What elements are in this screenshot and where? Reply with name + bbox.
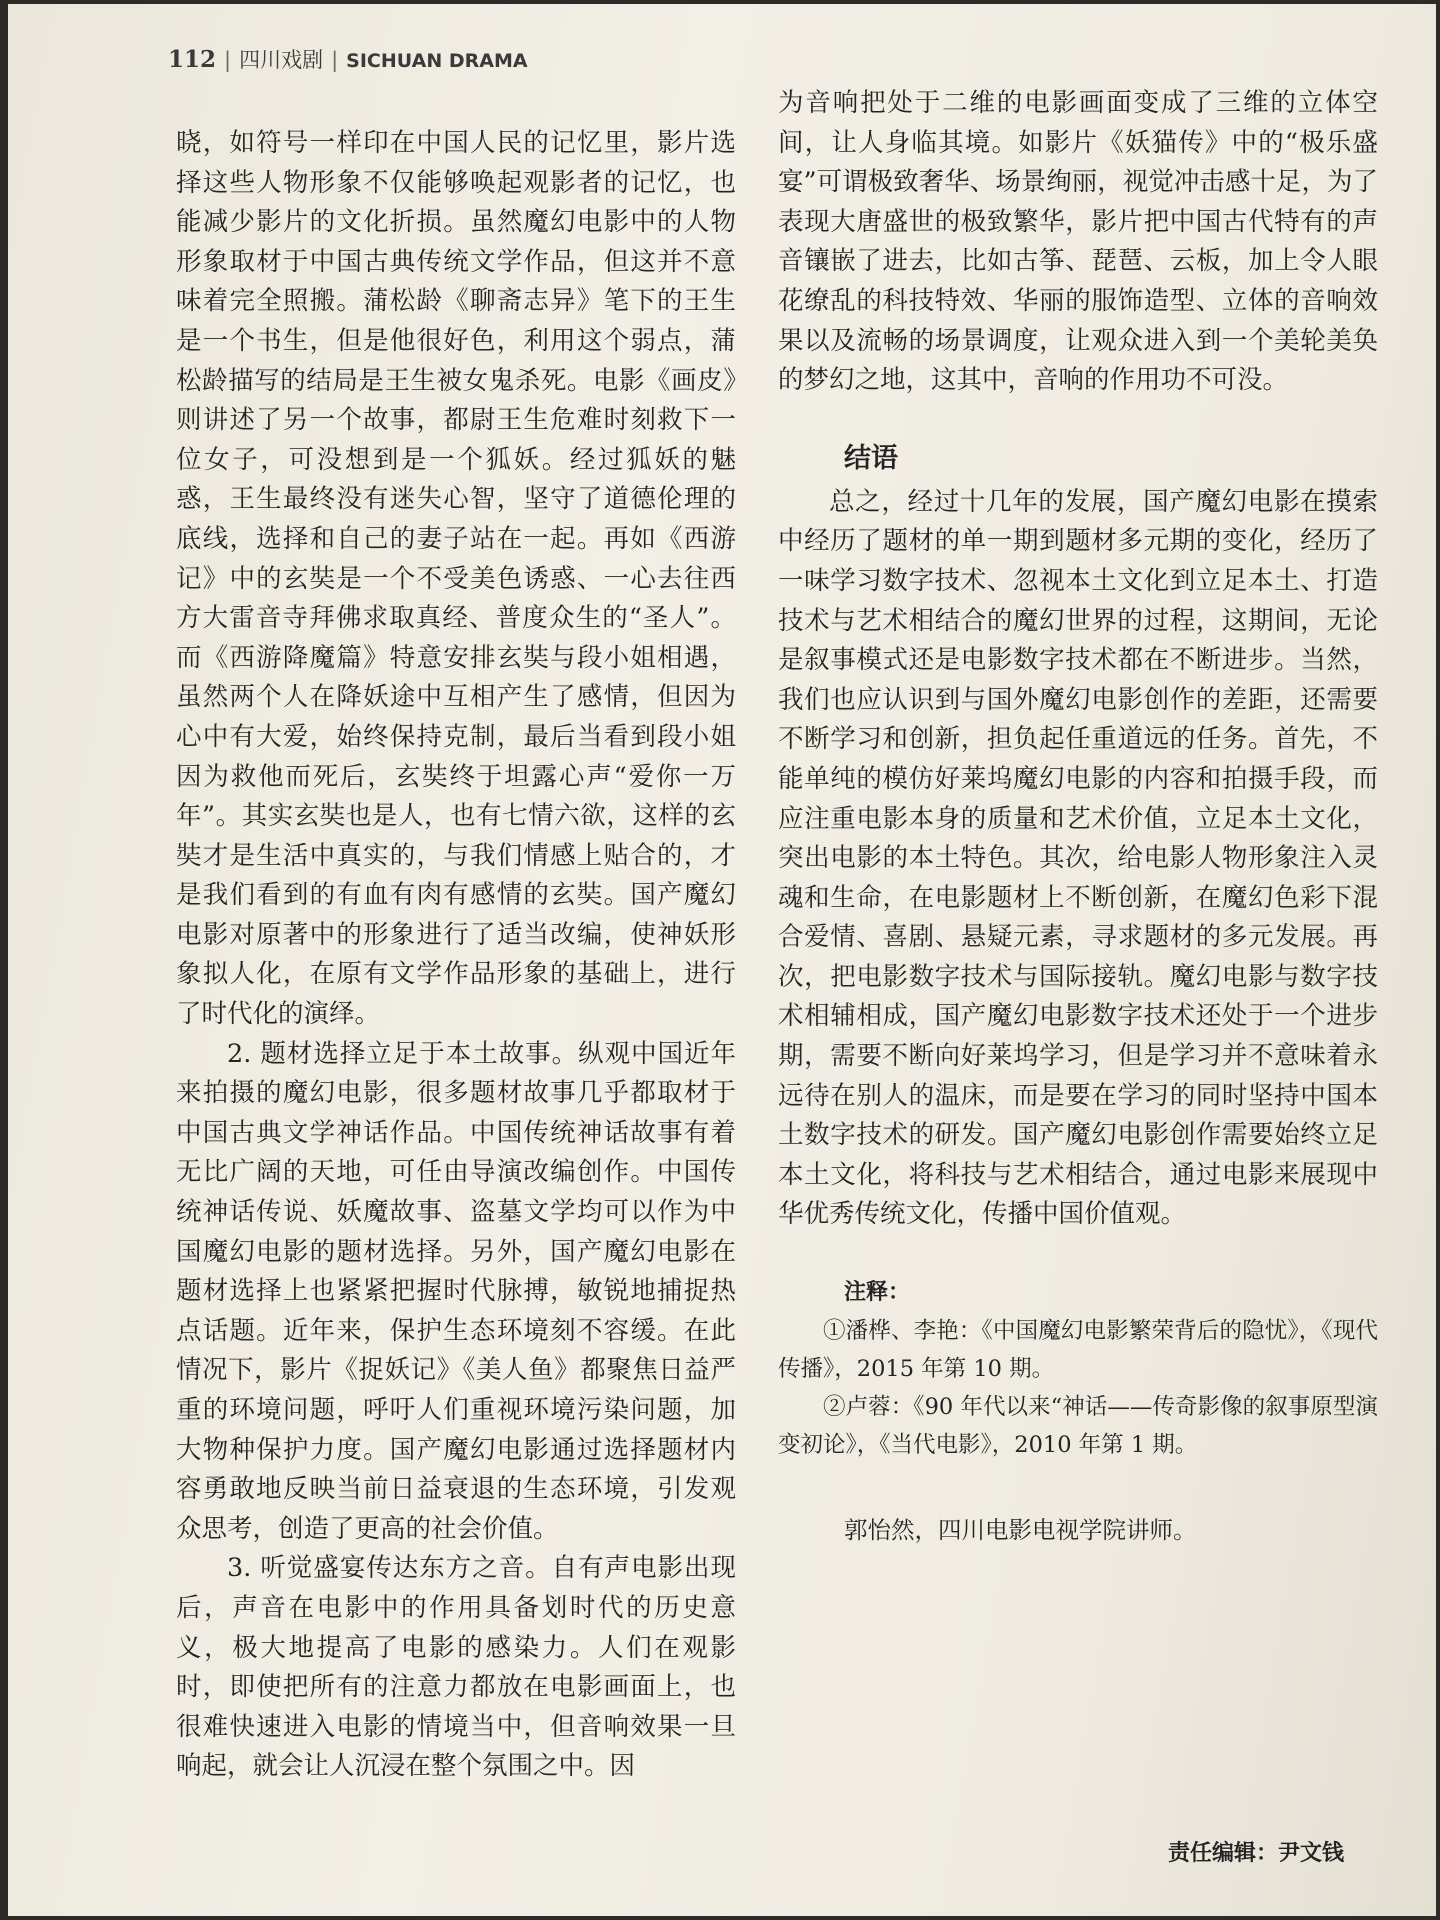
body-paragraph: 晓，如符号一样印在中国人民的记忆里，影片选择这些人物形象不仅能够唤起观影者的记忆，也能减少影片的文化折损。虽然魔幻电影中的人物形象取材于中国古典传统文学作品，但这并不意味着完全照搬。蒲松龄《聊斋志异》笔下的王生是一个书生，但是他很好色，利用这个弱点，蒲松龄描写的结局是王生被女鬼杀死。电影《画皮》则讲述了另一个故事，都尉王生危难时刻救下一位女子，可没想到是一个狐妖。经过狐妖的魅惑，王生最终没有迷失心智，坚守了道德伦理的底线，选择和自己的妻子站在一起。再如《西游记》中的玄奘是一个不受美色诱惑、一心去往西方大雷音寺拜佛求取真经、普度众生的“圣人”。而《西游降魔篇》特意安排玄奘与段小姐相遇，虽然两个人在降妖途中互相产生了感情，但因为心中有大爱，始终保持克制，最后当看到段小姐因为救他而死后，玄奘终于坦露心声“爱你一万年”。其实玄奘也是人，也有七情六欲，这样的玄奘才是生活中真实的，与我们情感上贴合的，才是我们看到的有血有肉有感情的玄奘。国产魔幻电影对原著中的形象进行了适当改编，使神妖形象拟人化，在原有文学作品形象的基础上，进行了时代化的演绎。 xyxy=(176,128,736,1030)
note-item: ②卢蓉：《90 年代以来“神话——传奇影像的叙事原型演变初论》，《当代电影》，2010 年第 1 期。 xyxy=(778,1394,1378,1459)
section-title: 结语 xyxy=(844,442,898,474)
journal-page xyxy=(8,4,1436,1916)
body-paragraph: 为音响把处于二维的电影画面变成了三维的立体空间，让人身临其境。如影片《妖猫传》中的“极乐盛宴”可谓极致奢华、场景绚丽，视觉冲击感十足，为了表现大唐盛世的极致繁华，影片把中国古代特有的声音镶嵌了进去，比如古筝、琵琶、云板，加上令人眼花缭乱的科技特效、华丽的服饰造型、立体的音响效果以及流畅的场景调度，让观众进入到一个美轮美奂的梦幻之地，这其中，音响的作用功不可没。 xyxy=(778,88,1378,396)
notes-title: 注释： xyxy=(844,1280,911,1306)
responsible-editor: 责任编辑：尹文钱 xyxy=(1167,1841,1344,1866)
body-paragraph: 3. 听觉盛宴传达东方之音。自有声电影出现后，声音在电影中的作用具备划时代的历史意义，极大地提高了电影的感染力。人们在观影时，即使把所有的注意力都放在电影画面上，也很难快速进入电影的情境当中，但音响效果一旦响起，就会让人沉浸在整个氛围之中。因 xyxy=(176,1553,736,1782)
header-separator: | xyxy=(331,48,339,72)
journal-name-cn: 四川戏剧 xyxy=(239,48,324,72)
header-separator: | xyxy=(224,48,232,72)
running-header xyxy=(168,44,528,74)
journal-name-en: SICHUAN DRAMA xyxy=(346,50,528,72)
author-bio: 郭怡然，四川电影电视学院讲师。 xyxy=(844,1516,1197,1545)
note-item: ①潘桦、李艳：《中国魔幻电影繁荣背后的隐忧》，《现代传播》，2015 年第 10 期。 xyxy=(778,1318,1378,1383)
left-column xyxy=(176,124,736,1787)
conclusion-paragraph: 总之，经过十几年的发展，国产魔幻电影在摸索中经历了题材的单一期到题材多元期的变化，经历了一味学习数字技术、忽视本土文化到立足本土、打造技术与艺术相结合的魔幻世界的过程，这期间，无论是叙事模式还是电影数字技术都在不断进步。当然，我们也应认识到与国外魔幻电影创作的差距，还需要不断学习和创新，担负起任重道远的任务。首先，不能单纯的模仿好莱坞魔幻电影的内容和拍摄手段，而应注重电影本身的质量和艺术价值，立足本土文化，突出电影的本土特色。其次，给电影人物形象注入灵魂和生命，在电影题材上不断创新，在魔幻色彩下混合爱情、喜剧、悬疑元素，寻求题材的多元发展。再次，把电影数字技术与国际接轨。魔幻电影与数字技术相辅相成，国产魔幻电影数字技术还处于一个进步期，需要不断向好莱坞学习，但是学习并不意味着永远待在别人的温床，而是要在学习的同时坚持中国本土数字技术的研发。国产魔幻电影创作需要始终立足本土文化，将科技与艺术相结合，通过电影来展现中华优秀传统文化，传播中国价值观。 xyxy=(778,486,1378,1230)
page-number: 112 xyxy=(168,46,217,73)
right-column xyxy=(778,84,1378,1548)
body-paragraph: 2. 题材选择立足于本土故事。纵观中国近年来拍摄的魔幻电影，很多题材故事几乎都取材于中国古典文学神话作品。中国传统神话故事有着无比广阔的天地，可任由导演改编创作。中国传统神话传说、妖魔故事、盗墓文学均可以作为中国魔幻电影的题材选择。另外，国产魔幻电影在题材选择上也紧紧把握时代脉搏，敏锐地捕捉热点话题。近年来，保护生态环境刻不容缓。在此情况下，影片《捉妖记》《美人鱼》都聚焦日益严重的环境问题，呼吁人们重视环境污染问题，加大物种保护力度。国产魔幻电影通过选择题材内容勇敢地反映当前日益衰退的生态环境，引发观众思考，创造了更高的社会价值。 xyxy=(176,1038,736,1544)
